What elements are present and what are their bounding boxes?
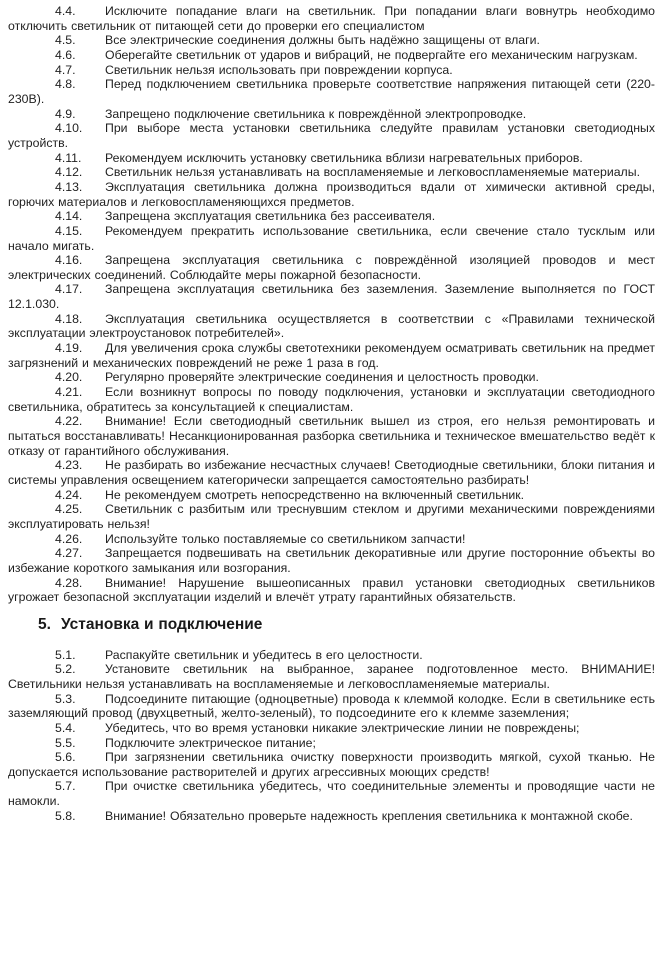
step-number: 5.1.: [55, 647, 76, 662]
rule-paragraph: [8, 224, 655, 253]
section-5-heading: [8, 615, 655, 633]
rule-text: Рекомендуем прекратить использование светильника, если свечение стало тусклым или начало мигать.: [8, 223, 655, 253]
rule-paragraph: [8, 107, 655, 122]
rule-text: Не разбирать во избежание несчастных случаев! Светодиодные светильники, блоки питания и системы управления освещением категорически запрещается самостоятельно разбирать!: [8, 458, 655, 487]
step-paragraph: [8, 662, 655, 691]
rule-text: Перед подключением светильника проверьте соответствие напряжения питающей сети (220-230В).: [8, 77, 655, 106]
rule-paragraph: [8, 4, 655, 33]
rule-number: 4.8.: [55, 77, 76, 92]
rule-text: Если возникнут вопросы по поводу подключения, установки и эксплуатации светодиодного светильника, обратитесь за консультацией к специалистам.: [8, 385, 655, 414]
rule-paragraph: [8, 165, 655, 180]
rule-paragraph: [8, 282, 655, 311]
rule-text: Запрещена эксплуатация светильника без заземления. Заземление выполняется по ГОСТ 12.1.030.: [8, 282, 655, 312]
section-5-heading-title: Установка и подключение: [61, 615, 263, 633]
rule-text: Эксплуатация светильника осуществляется в соответствии с «Правилами технической эксплуатации электроустановок потребителей».: [8, 311, 655, 341]
rule-number: 4.12.: [55, 165, 83, 180]
rule-number: 4.15.: [55, 223, 83, 238]
rule-number: 4.17.: [55, 282, 83, 297]
rule-paragraph: [8, 180, 655, 209]
step-paragraph: [8, 779, 655, 808]
rule-text: Светильник нельзя использовать при повреждении корпуса.: [105, 62, 453, 77]
step-text: Подключите электрическое питание;: [105, 735, 316, 750]
rule-text: Светильник нельзя устанавливать на воспламеняемые и легковоспламеняемые материалы.: [105, 165, 640, 180]
rule-number: 4.16.: [55, 253, 83, 268]
rule-number: 4.18.: [55, 311, 83, 326]
step-number: 5.7.: [55, 779, 76, 794]
rule-text: Внимание! Нарушение вышеописанных правил установки светодиодных светильников угрожает безопасной эксплуатации изделий и влечёт утрату гарантийных обязательств.: [8, 575, 655, 605]
step-paragraph: [8, 648, 655, 663]
rule-text: Исключите попадание влаги на светильник. При попадании влаги вовнутрь необходимо отключить светильник от питающей сети до проверки его специалистом: [8, 4, 655, 33]
rule-paragraph: [8, 121, 655, 150]
rule-paragraph: [8, 370, 655, 385]
rule-paragraph: [8, 77, 655, 106]
rule-text: Запрещена эксплуатация светильника с повреждённой изоляцией проводов и мест электрических соединений. Соблюдайте меры пожарной безопасности.: [8, 253, 655, 282]
rule-paragraph: [8, 151, 655, 166]
step-text: Распакуйте светильник и убедитесь в его целостности.: [105, 647, 423, 662]
rule-paragraph: [8, 576, 655, 605]
rule-paragraph: [8, 532, 655, 547]
rule-text: Запрещена эксплуатация светильника без рассеивателя.: [105, 209, 436, 224]
rule-text: При выборе места установки светильника следуйте правилам установки светодиодных устройств.: [8, 121, 655, 150]
rule-text: Не рекомендуем смотреть непосредственно на включенный светильник.: [105, 487, 525, 502]
rule-number: 4.13.: [55, 179, 83, 194]
rule-number: 4.9.: [55, 106, 76, 121]
step-paragraph: [8, 750, 655, 779]
rule-text: Запрещено подключение светильника к повреждённой электропроводке.: [105, 106, 527, 121]
rule-paragraph: [8, 488, 655, 503]
rule-paragraph: [8, 312, 655, 341]
rule-number: 4.4.: [55, 4, 76, 18]
rule-text: Рекомендуем исключить установку светильника вблизи нагревательных приборов.: [105, 150, 583, 165]
step-number: 5.6.: [55, 750, 76, 765]
step-paragraph: [8, 736, 655, 751]
step-paragraph: [8, 692, 655, 721]
step-text: Внимание! Обязательно проверьте надежность крепления светильника к монтажной скобе.: [105, 808, 633, 823]
rule-number: 4.27.: [55, 546, 83, 561]
step-number: 5.2.: [55, 662, 76, 677]
step-text: При загрязнении светильника очистку поверхности производить мягкой, сухой тканью. Не допускается использование растворителей и других агрессивных моющих средств!: [8, 750, 655, 779]
rule-number: 4.10.: [55, 121, 83, 136]
rule-text: Регулярно проверяйте электрические соединения и целостность проводки.: [105, 370, 539, 385]
step-paragraph: [8, 809, 655, 824]
rule-text: Для увеличения срока службы светотехники рекомендуем осматривать светильник на предмет загрязнений и механических повреждений не реже 1 раза в год.: [8, 341, 655, 370]
rule-number: 4.7.: [55, 62, 76, 77]
rule-number: 4.22.: [55, 414, 83, 429]
rule-number: 4.5.: [55, 33, 76, 48]
step-text: При очистке светильника убедитесь, что соединительные элементы и проводящие части не намокли.: [8, 779, 655, 809]
step-text: Установите светильник на выбранное, заранее подготовленное место. ВНИМАНИЕ! Светильники нельзя устанавливать на воспламеняемые и легковоспламеняемые материалы.: [8, 662, 655, 691]
rule-number: 4.14.: [55, 209, 83, 224]
rule-paragraph: [8, 48, 655, 63]
rule-number: 4.28.: [55, 575, 83, 590]
step-number: 5.8.: [55, 808, 76, 823]
rule-text: Запрещается подвешивать на светильник декоративные или другие посторонние объекты во избежание короткого замыкания или возгорания.: [8, 546, 655, 575]
step-number: 5.5.: [55, 735, 76, 750]
rule-paragraph: [8, 546, 655, 575]
rule-paragraph: [8, 63, 655, 78]
rule-text: Оберегайте светильник от ударов и вибраций, не подвергайте его механическим нагрузкам.: [105, 47, 638, 62]
rule-number: 4.6.: [55, 47, 76, 62]
rule-number: 4.25.: [55, 502, 83, 517]
rule-number: 4.21.: [55, 385, 83, 400]
rule-text: Используйте только поставляемые со светильником запчасти!: [105, 531, 466, 546]
rule-paragraph: [8, 458, 655, 487]
rule-paragraph: [8, 253, 655, 282]
section-4-rules-list: [8, 4, 655, 605]
rule-paragraph: [8, 385, 655, 414]
step-text: Подсоедините питающие (одноцветные) провода к клеммой колодке. Если в светильнике есть заземляющий провод (двухцветный, желто-зеленый), то подсоедините его к клемме заземления;: [8, 691, 655, 721]
rule-paragraph: [8, 502, 655, 531]
rule-number: 4.26.: [55, 531, 83, 546]
rule-paragraph: [8, 33, 655, 48]
rule-text: Все электрические соединения должны быть надёжно защищены от влаги.: [105, 33, 540, 48]
step-number: 5.3.: [55, 691, 76, 706]
rule-text: Эксплуатация светильника должна производиться вдали от химически активной среды, горючих материалов и легковоспламеняющихся предметов.: [8, 179, 655, 209]
step-number: 5.4.: [55, 720, 76, 735]
rule-number: 4.23.: [55, 458, 83, 473]
step-text: Убедитесь, что во время установки никакие электрические линии не повреждены;: [105, 720, 580, 735]
rule-paragraph: [8, 209, 655, 224]
rule-number: 4.19.: [55, 341, 83, 356]
rule-text: Внимание! Если светодиодный светильник вышел из строя, его нельзя ремонтировать и пытаться восстанавливать! Несанкционированная разборка светильника и техническое вмешательство ведёт к отказу от гарантийного обслуживания.: [8, 414, 655, 458]
rule-paragraph: [8, 414, 655, 458]
rule-number: 4.24.: [55, 487, 83, 502]
rule-number: 4.11.: [55, 150, 82, 165]
section-5-heading-number: 5.: [38, 615, 51, 633]
step-paragraph: [8, 721, 655, 736]
section-5-steps-list: [8, 648, 655, 824]
rule-paragraph: [8, 341, 655, 370]
rule-text: Светильник с разбитым или треснувшим стеклом и другими механическими повреждениями эксплуатировать нельзя!: [8, 502, 655, 531]
rule-number: 4.20.: [55, 370, 83, 385]
